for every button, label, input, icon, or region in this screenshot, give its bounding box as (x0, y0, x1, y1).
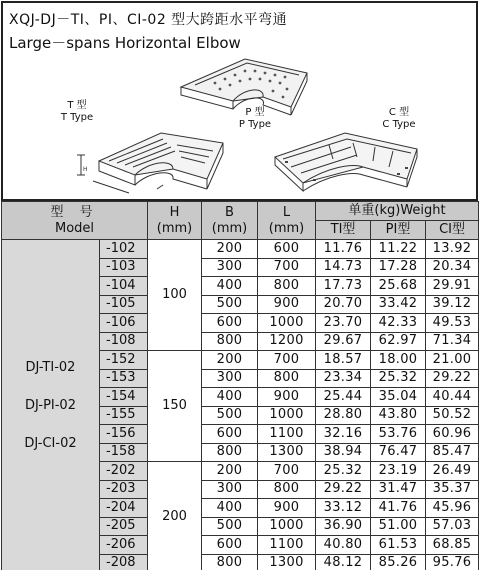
weight-p-value: 17.28 (371, 258, 426, 277)
weight-c-value: 68.85 (426, 536, 479, 555)
weight-p-value: 43.80 (371, 406, 426, 425)
length-value: 1000 (258, 314, 316, 333)
weight-c-value: 39.12 (426, 295, 479, 314)
model-header-en: Model (54, 220, 95, 236)
width-value: 500 (202, 295, 258, 314)
weight-t-value: 14.73 (316, 258, 371, 277)
title-chinese: XQJ-DJ－TⅠ、PⅠ、CⅠ-02 型大跨距水平弯通 (9, 12, 288, 28)
width-value: 200 (202, 462, 258, 481)
weight-t-value: 38.94 (316, 443, 371, 462)
model-code: -203 (100, 480, 148, 499)
height-value: 150 (148, 351, 202, 462)
model-code: -108 (100, 332, 148, 351)
width-value: 500 (202, 406, 258, 425)
length-value: 1000 (258, 517, 316, 536)
model-code: -105 (100, 295, 148, 314)
weight-c-value: 71.34 (426, 332, 479, 351)
weight-c-value: 29.91 (426, 277, 479, 296)
weight-p-value: 41.76 (371, 499, 426, 518)
length-value: 1300 (258, 443, 316, 462)
height-value: 100 (148, 240, 202, 351)
length-value: 800 (258, 369, 316, 388)
l-header-unit: (mm) (268, 220, 305, 236)
model-code: -153 (100, 369, 148, 388)
model-code: -205 (100, 517, 148, 536)
model-header-cn: 型 号 (50, 204, 99, 220)
weight-header-t: TⅠ型 (316, 221, 371, 240)
width-value: 800 (202, 332, 258, 351)
h-header-unit: (mm) (156, 220, 193, 236)
p-type-label-cn: P 型 (245, 107, 265, 118)
weight-t-value: 20.70 (316, 295, 371, 314)
t-type-label (47, 100, 107, 124)
width-value: 600 (202, 536, 258, 555)
length-value: 1000 (258, 406, 316, 425)
weight-p-value: 11.22 (371, 240, 426, 259)
weight-p-value: 42.33 (371, 314, 426, 333)
width-value: 400 (202, 277, 258, 296)
weight-t-value: 17.73 (316, 277, 371, 296)
weight-c-value: 29.22 (426, 369, 479, 388)
height-value: 200 (148, 462, 202, 570)
length-value: 900 (258, 499, 316, 518)
weight-c-value: 85.47 (426, 443, 479, 462)
l-header-label: L (282, 204, 291, 220)
weight-t-value: 25.32 (316, 462, 371, 481)
weight-c-value: 95.76 (426, 554, 479, 570)
width-value: 300 (202, 258, 258, 277)
model-code: -152 (100, 351, 148, 370)
p-type-label-en: P Type (238, 119, 272, 130)
title-english: Large－spans Horizontal Elbow (9, 34, 241, 52)
length-value: 900 (258, 295, 316, 314)
model-header (2, 202, 148, 240)
h-header (148, 202, 202, 240)
weight-p-value: 33.42 (371, 295, 426, 314)
weight-c-value: 50.52 (426, 406, 479, 425)
p-type-elbow-illustration (175, 47, 325, 117)
weight-p-value: 25.68 (371, 277, 426, 296)
length-value: 700 (258, 258, 316, 277)
specification-table (1, 201, 479, 570)
model-code: -155 (100, 406, 148, 425)
weight-t-value: 36.90 (316, 517, 371, 536)
length-value: 800 (258, 277, 316, 296)
weight-header-p: PⅠ型 (371, 221, 426, 240)
weight-p-value: 61.53 (371, 536, 426, 555)
model-code: -158 (100, 443, 148, 462)
weight-c-value: 35.37 (426, 480, 479, 499)
weight-p-value: 76.47 (371, 443, 426, 462)
length-value: 600 (258, 240, 316, 259)
weight-p-value: 62.97 (371, 332, 426, 351)
model-code: -202 (100, 462, 148, 481)
length-value: 1100 (258, 536, 316, 555)
c-type-label-en: C Type (382, 119, 416, 130)
width-value: 300 (202, 480, 258, 499)
weight-c-value: 21.00 (426, 351, 479, 370)
length-value: 700 (258, 351, 316, 370)
weight-c-value: 60.96 (426, 425, 479, 444)
weight-t-value: 32.16 (316, 425, 371, 444)
length-value: 1100 (258, 425, 316, 444)
model-code: -106 (100, 314, 148, 333)
weight-p-value: 23.19 (371, 462, 426, 481)
weight-p-value: 51.00 (371, 517, 426, 536)
weight-p-value: 53.76 (371, 425, 426, 444)
width-value: 500 (202, 517, 258, 536)
weight-t-value: 23.34 (316, 369, 371, 388)
weight-c-value: 20.34 (426, 258, 479, 277)
b-header-unit: (mm) (211, 220, 248, 236)
width-value: 200 (202, 351, 258, 370)
table-header-row-1 (2, 202, 479, 221)
length-value: 900 (258, 388, 316, 407)
table-row (2, 240, 479, 259)
c-type-label-cn: C 型 (388, 107, 410, 118)
width-value: 400 (202, 388, 258, 407)
weight-p-value: 85.26 (371, 554, 426, 570)
weight-t-value: 23.70 (316, 314, 371, 333)
weight-p-value: 25.32 (371, 369, 426, 388)
model-code: -156 (100, 425, 148, 444)
length-value: 1300 (258, 554, 316, 570)
t-type-label-cn: T 型 (67, 100, 87, 111)
t-type-label-en: T Type (60, 112, 94, 123)
model-code: -104 (100, 277, 148, 296)
model-name: DJ-TⅠ-02 (25, 360, 76, 375)
b-header-label: B (225, 204, 234, 220)
table-body (2, 240, 479, 570)
model-name: DJ-CⅠ-02 (24, 436, 77, 451)
weight-t-value: 25.44 (316, 388, 371, 407)
weight-c-value: 45.96 (426, 499, 479, 518)
width-value: 600 (202, 425, 258, 444)
model-code: -154 (100, 388, 148, 407)
weight-t-value: 29.22 (316, 480, 371, 499)
model-code: -102 (100, 240, 148, 259)
weight-t-value: 11.76 (316, 240, 371, 259)
weight-c-value: 40.44 (426, 388, 479, 407)
weight-t-value: 29.67 (316, 332, 371, 351)
width-value: 300 (202, 369, 258, 388)
weight-header: 单重(kg)Weight (316, 202, 479, 221)
model-code: -204 (100, 499, 148, 518)
weight-t-value: 33.12 (316, 499, 371, 518)
model-names-cell (2, 240, 100, 570)
weight-t-value: 28.80 (316, 406, 371, 425)
model-code: -103 (100, 258, 148, 277)
weight-p-value: 18.00 (371, 351, 426, 370)
weight-c-value: 26.49 (426, 462, 479, 481)
model-code: -208 (100, 554, 148, 570)
width-value: 200 (202, 240, 258, 259)
weight-t-value: 40.80 (316, 536, 371, 555)
h-header-label: H (169, 204, 180, 220)
t-type-elbow-illustration (73, 125, 233, 197)
width-value: 600 (202, 314, 258, 333)
c-type-elbow-illustration (267, 127, 427, 197)
weight-c-value: 13.92 (426, 240, 479, 259)
weight-p-value: 35.04 (371, 388, 426, 407)
weight-c-value: 49.53 (426, 314, 479, 333)
length-value: 800 (258, 480, 316, 499)
b-header (202, 202, 258, 240)
l-header (258, 202, 316, 240)
model-name: DJ-PⅠ-02 (25, 398, 76, 413)
model-code: -206 (100, 536, 148, 555)
weight-t-value: 48.12 (316, 554, 371, 570)
weight-p-value: 31.47 (371, 480, 426, 499)
weight-header-c: CⅠ型 (426, 221, 479, 240)
width-value: 800 (202, 554, 258, 570)
width-value: 400 (202, 499, 258, 518)
length-value: 1200 (258, 332, 316, 351)
width-value: 800 (202, 443, 258, 462)
product-header (1, 1, 478, 201)
weight-c-value: 57.03 (426, 517, 479, 536)
length-value: 700 (258, 462, 316, 481)
weight-t-value: 18.57 (316, 351, 371, 370)
svg-text:H: H (83, 166, 88, 173)
